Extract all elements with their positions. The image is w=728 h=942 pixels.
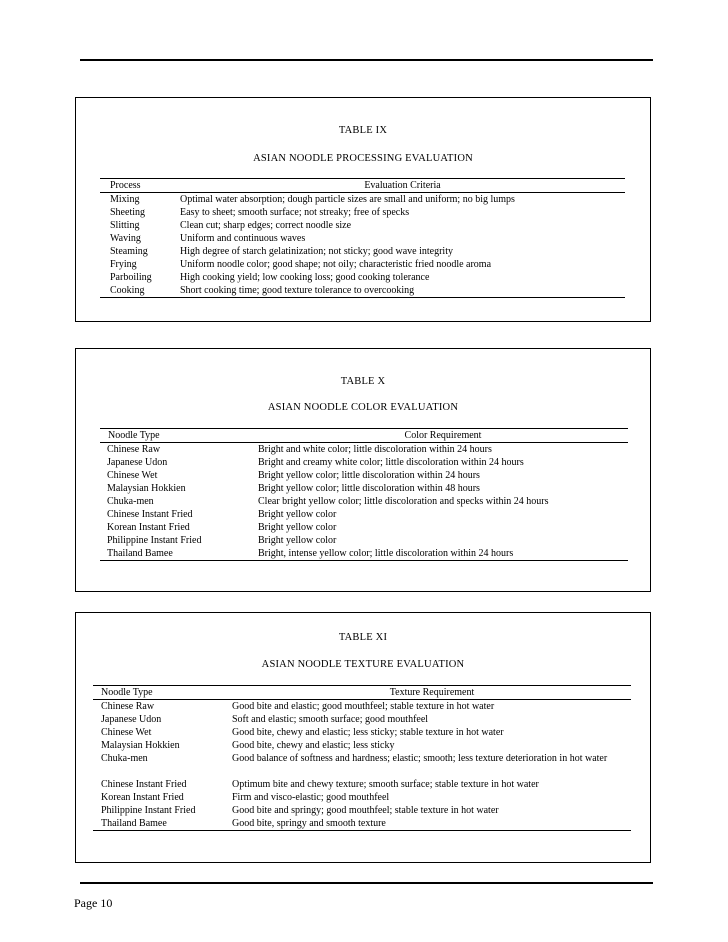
header-texture-requirement: Texture Requirement [389, 687, 475, 698]
table-row [100, 547, 628, 560]
cell-texture: Good bite, springy and smooth texture [232, 818, 386, 829]
cell-texture: Good balance of softness and hardness; elastic; smooth; less texture deterioration in hot water [232, 753, 608, 764]
table-ix-title: ASIAN NOODLE PROCESSING EVALUATION [253, 153, 473, 164]
cell-process: Frying [110, 259, 137, 270]
cell-noodle-type: Chinese Raw [101, 701, 155, 712]
header-noodle-type: Noodle Type [108, 430, 160, 441]
top-rule [80, 59, 653, 61]
cell-process: Mixing [110, 194, 140, 205]
bottom-rule [80, 882, 653, 884]
page-number: Page 10 [74, 896, 113, 910]
table-row [100, 245, 625, 258]
table-row [100, 443, 628, 456]
cell-criteria: High degree of starch gelatinization; not sticky; good wave integrity [180, 246, 453, 257]
table-xi-frame [75, 612, 651, 863]
table-row [100, 508, 628, 521]
cell-noodle-type: Japanese Udon [107, 457, 168, 468]
cell-color: Bright and creamy white color; little discoloration within 24 hours [258, 457, 524, 468]
cell-criteria: Short cooking time; good texture tolerance to overcooking [180, 285, 415, 296]
table-x-number: TABLE X [340, 376, 386, 387]
cell-noodle-type: Korean Instant Fried [107, 522, 190, 533]
table-ix-frame [75, 97, 651, 322]
cell-noodle-type: Malaysian Hokkien [101, 740, 180, 751]
cell-noodle-type: Korean Instant Fried [101, 792, 184, 803]
table-header [93, 685, 631, 700]
table-xi [93, 685, 631, 831]
table-row [100, 219, 625, 232]
cell-criteria: High cooking yield; low cooking loss; good cooking tolerance [180, 272, 430, 283]
table-row [100, 469, 628, 482]
cell-process: Slitting [110, 220, 140, 231]
cell-noodle-type: Thailand Bamee [101, 818, 167, 829]
cell-process: Cooking [110, 285, 145, 296]
cell-process: Sheeting [110, 207, 145, 218]
table-row [100, 456, 628, 469]
cell-noodle-type: Chinese Instant Fried [101, 779, 187, 790]
table-row [93, 804, 631, 817]
cell-criteria: Easy to sheet; smooth surface; not streaky; free of specks [180, 207, 410, 218]
cell-criteria: Uniform noodle color; good shape; not oily; characteristic fried noodle aroma [180, 259, 492, 270]
cell-noodle-type: Chuka-men [101, 753, 148, 764]
table-x [100, 428, 628, 561]
cell-texture: Good bite and springy; good mouthfeel; stable texture in hot water [232, 805, 499, 816]
cell-criteria: Clean cut; sharp edges; correct noodle size [180, 220, 352, 231]
cell-texture: Good bite, chewy and elastic; less sticky; stable texture in hot water [232, 727, 504, 738]
table-row [100, 495, 628, 508]
table-row [100, 232, 625, 245]
table-body [100, 193, 625, 298]
cell-color: Bright yellow color [258, 522, 337, 533]
cell-texture: Soft and elastic; smooth surface; good mouthfeel [232, 714, 429, 725]
table-row [93, 817, 631, 830]
table-row [100, 521, 628, 534]
cell-texture: Good bite, chewy and elastic; less sticky [232, 740, 395, 751]
cell-noodle-type: Thailand Bamee [107, 548, 173, 559]
table-row [100, 534, 628, 547]
cell-noodle-type: Chuka-men [107, 496, 154, 507]
table-row [100, 482, 628, 495]
table-row [93, 713, 631, 726]
cell-color: Bright yellow color [258, 535, 337, 546]
cell-noodle-type: Philippine Instant Fried [101, 805, 196, 816]
table-row [93, 791, 631, 804]
cell-process: Parboiling [110, 272, 152, 283]
table-header [100, 178, 625, 193]
header-color-requirement: Color Requirement [404, 430, 482, 441]
table-ix [100, 178, 625, 298]
header-evaluation-criteria: Evaluation Criteria [364, 180, 441, 191]
table-x-title: ASIAN NOODLE COLOR EVALUATION [267, 402, 459, 413]
table-xi-number: TABLE XI [338, 632, 388, 643]
cell-process: Steaming [110, 246, 148, 257]
cell-process: Waving [110, 233, 141, 244]
table-row [93, 726, 631, 739]
cell-criteria: Optimal water absorption; dough particle sizes are small and uniform; no big lumps [180, 194, 515, 205]
table-ix-number: TABLE IX [338, 125, 388, 136]
table-row [100, 193, 625, 206]
table-x-frame [75, 348, 651, 592]
cell-noodle-type: Chinese Wet [101, 727, 152, 738]
cell-color: Bright yellow color [258, 509, 337, 520]
table-row [93, 739, 631, 752]
cell-noodle-type: Chinese Instant Fried [107, 509, 193, 520]
cell-texture: Firm and visco-elastic; good mouthfeel [232, 792, 390, 803]
cell-noodle-type: Chinese Raw [107, 444, 161, 455]
cell-color: Bright, intense yellow color; little discoloration within 24 hours [258, 548, 514, 559]
cell-texture: Good bite and elastic; good mouthfeel; stable texture in hot water [232, 701, 495, 712]
header-process: Process [110, 180, 141, 191]
table-row [93, 752, 631, 778]
cell-noodle-type: Philippine Instant Fried [107, 535, 202, 546]
table-row [100, 284, 625, 297]
table-body [100, 443, 628, 561]
cell-color: Bright yellow color; little discoloration within 24 hours [258, 470, 480, 481]
table-row [93, 700, 631, 713]
table-body [93, 700, 631, 831]
cell-noodle-type: Malaysian Hokkien [107, 483, 186, 494]
header-noodle-type: Noodle Type [101, 687, 153, 698]
cell-color: Bright yellow color; little discoloration within 48 hours [258, 483, 480, 494]
cell-texture: Optimum bite and chewy texture; smooth surface; stable texture in hot water [232, 779, 539, 790]
table-row [93, 778, 631, 791]
cell-color: Bright and white color; little discoloration within 24 hours [258, 444, 492, 455]
cell-noodle-type: Chinese Wet [107, 470, 158, 481]
cell-noodle-type: Japanese Udon [101, 714, 162, 725]
table-xi-title: ASIAN NOODLE TEXTURE EVALUATION [261, 659, 465, 670]
cell-criteria: Uniform and continuous waves [180, 233, 306, 244]
cell-color: Clear bright yellow color; little discoloration and specks within 24 hours [258, 496, 549, 507]
table-row [100, 206, 625, 219]
table-header [100, 428, 628, 443]
table-row [100, 271, 625, 284]
table-row [100, 258, 625, 271]
